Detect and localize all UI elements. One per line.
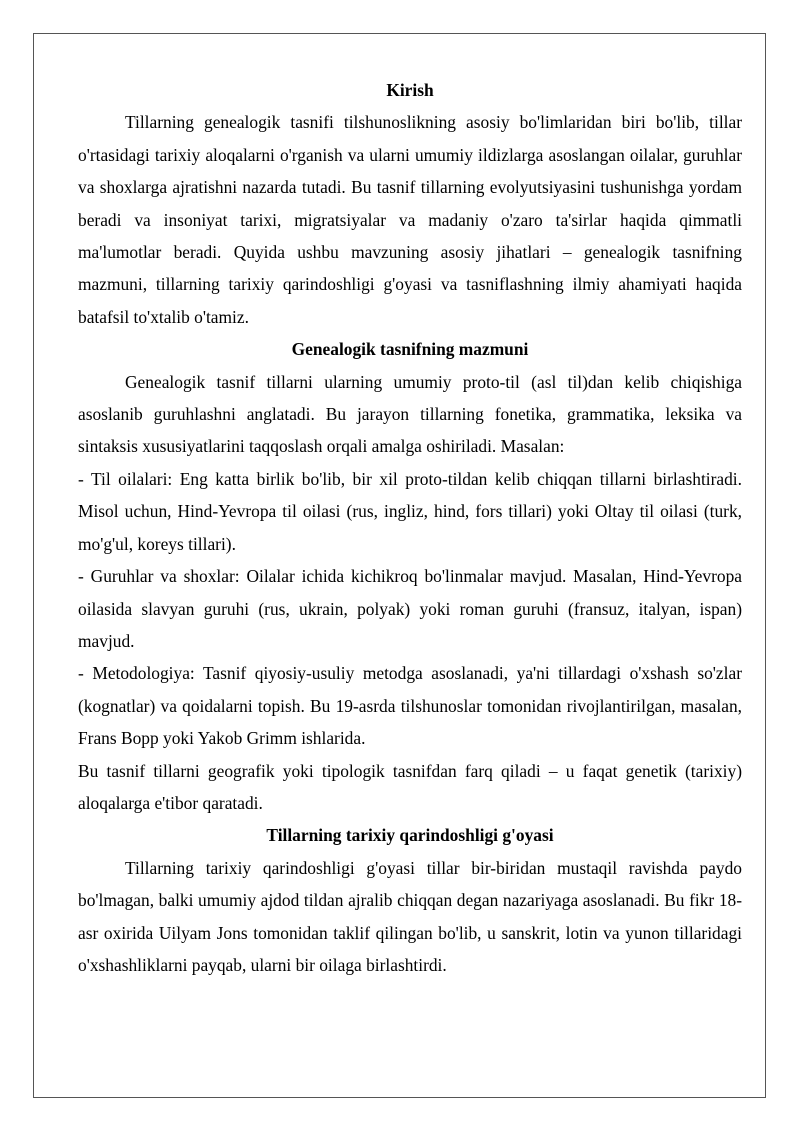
section-heading-mazmuni: Genealogik tasnifning mazmuni xyxy=(291,339,529,360)
paragraph-intro: Tillarning genealogik tasnifi tilshunoslikning asosiy bo'limlaridan biri bo'lib, tillar o'rtasidagi tarixiy aloqalarni o'rganish va ularni umumiy ildizlarga asoslangan oilalar, guruhlar va shoxlarga ajratishni nazarda tutadi. Bu tasnif tillarning evolyutsiyasini tushunishga yordam beradi va insoniyat tarixi, migratsiyalar va madaniy o'zaro ta'sirlar haqida qimmatli ma'lumotlar beradi. Quyida ushbu mavzuning asosiy jihatlari – genealogik tasnifning mazmuni, tillarning tarixiy qarindoshligi g'oyasi va tasniflashning ilmiy ahamiyati haqida batafsil to'xtalib o'tamiz. xyxy=(78,112,742,327)
list-item-guruhlar: - Guruhlar va shoxlar: Oilalar ichida kichikroq bo'linmalar mavjud. Masalan, Hind-Yevropa oilasida slavyan guruhi (rus, ukrain, polyak) yoki roman guruhi (fransuz, italyan, ispan) mavjud. xyxy=(78,566,742,651)
paragraph-farq: Bu tasnif tillarni geografik yoki tipologik tasnifdan farq qiladi – u faqat genetik (tarixiy) aloqalarga e'tibor qaratadi. xyxy=(78,760,742,813)
paragraph-mazmuni: Genealogik tasnif tillarni ularning umumiy proto-til (asl til)dan kelib chiqishiga asoslanib guruhlashni anglatadi. Bu jarayon tillarning fonetika, grammatika, leksika va sintaksis xususiyatlarini taqqoslash orqali amalga oshiriladi. Masalan: xyxy=(78,371,742,457)
list-item-til-oilalari: - Til oilalari: Eng katta birlik bo'lib, bir xil proto-tildan kelib chiqqan tillarni birlashtiradi. Misol uchun, Hind-Yevropa til oilasi (rus, ingliz, hind, fors tillari) yoki Oltay til oilasi (turk, mo'g'ul, koreys tillari). xyxy=(78,468,742,554)
document-body xyxy=(78,74,742,981)
section-heading-qarindoshlik: Tillarning tarixiy qarindoshligi g'oyasi xyxy=(266,825,554,846)
paragraph-qarindoshlik: Tillarning tarixiy qarindoshligi g'oyasi tillar bir-biridan mustaqil ravishda paydo bo'lmagan, balki umumiy ajdod tildan ajralib chiqqan degan nazariyaga asoslanadi. Bu fikr 18-asr oxirida Uilyam Jons tomonidan taklif qilingan bo'lib, u sanskrit, lotin va yunon tillaridagi o'xshashliklarni payqab, ularni bir oilaga birlashtirdi. xyxy=(78,857,742,975)
list-item-metodologiya: - Metodologiya: Tasnif qiyosiy-usuliy metodga asoslanadi, ya'ni tillardagi o'xshash so'zlar (kognatlar) va qoidalarni topish. Bu 19-asrda tilshunoslar tomonidan rivojlantirilgan, masalan, Frans Bopp yoki Yakob Grimm ishlarida. xyxy=(78,663,742,749)
section-heading-kirish: Kirish xyxy=(386,80,434,100)
